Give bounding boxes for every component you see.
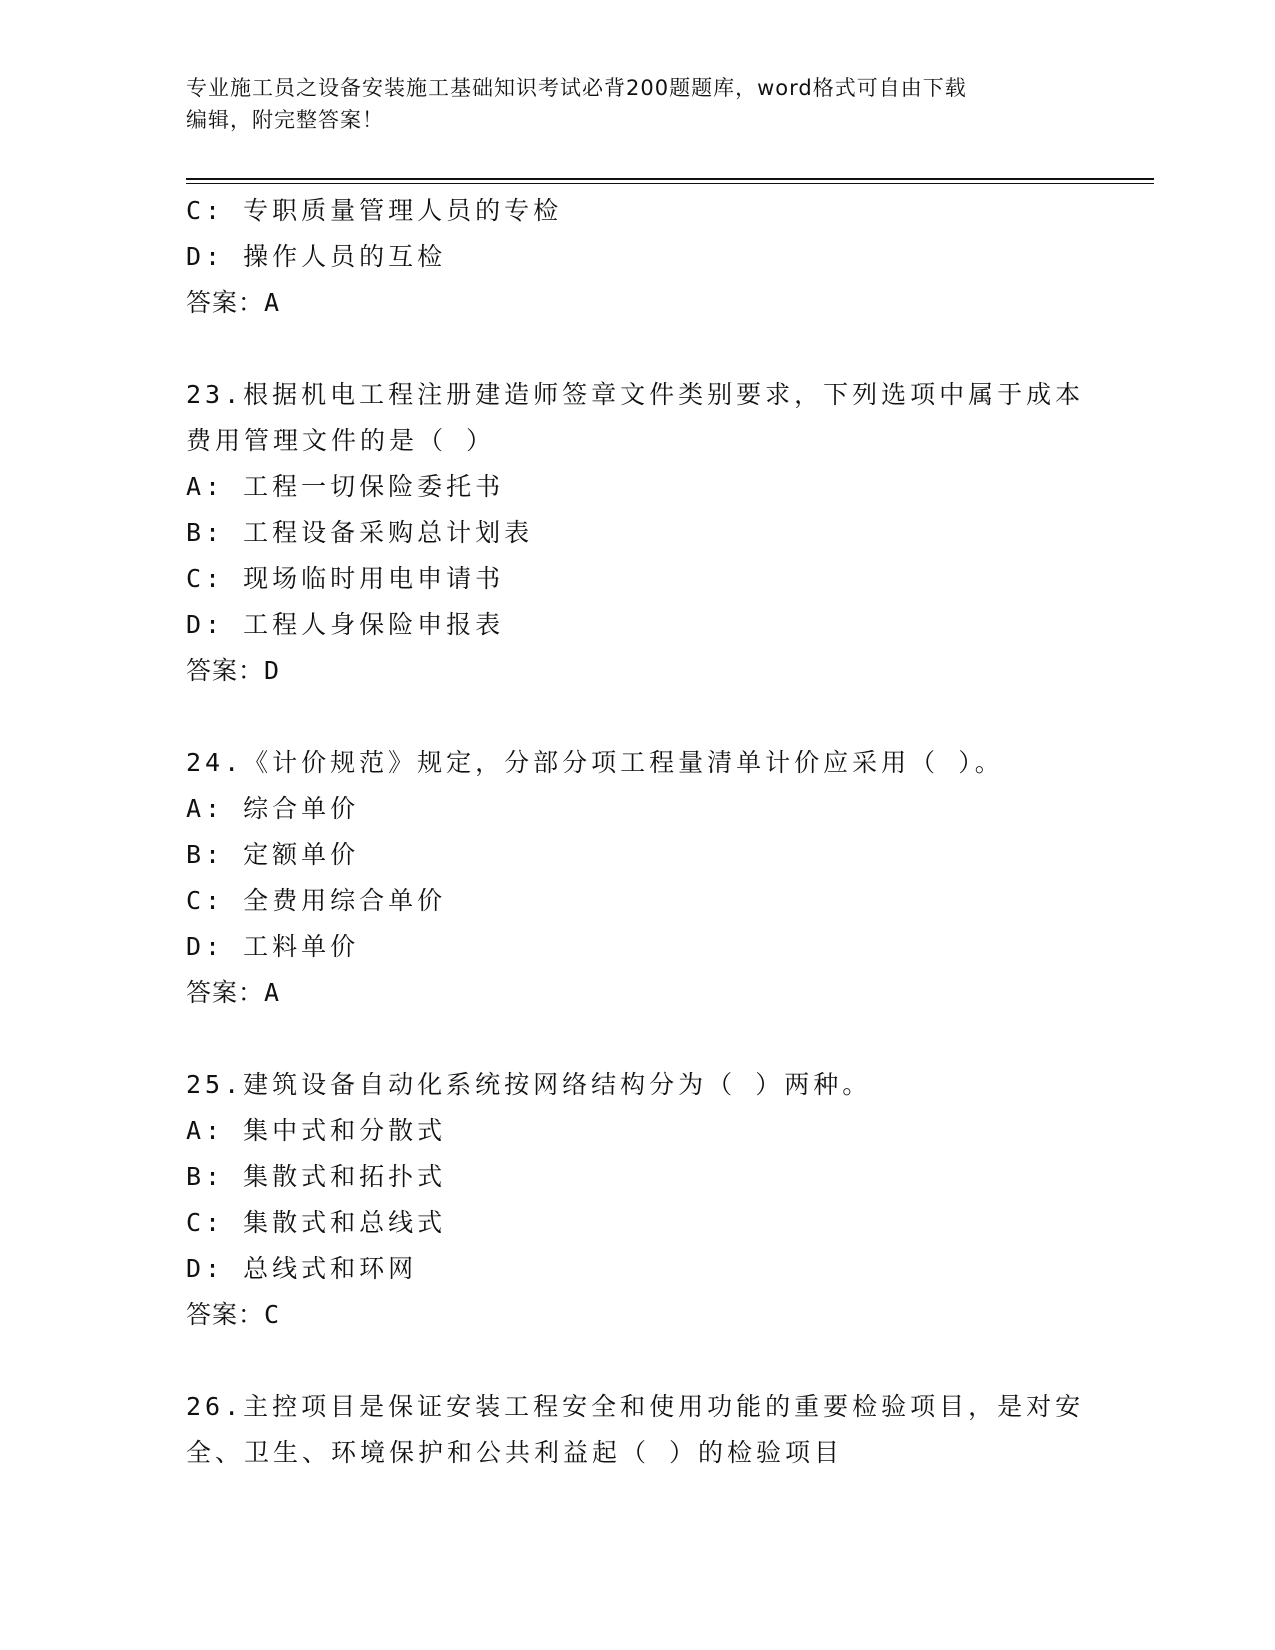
question-stem-line-1: 25.建筑设备自动化系统按网络结构分为（ ）两种。 xyxy=(186,1070,872,1099)
answer-label: 答案： xyxy=(186,978,265,1007)
header-divider-thick xyxy=(186,178,1154,180)
answer-line xyxy=(186,280,1086,326)
option-b: B: 集散式和拓扑式 xyxy=(186,1162,447,1191)
option-c: C: 集散式和总线式 xyxy=(186,1208,447,1237)
question-24 xyxy=(186,740,1086,1016)
question-stem-line-1: 24.《计价规范》规定，分部分项工程量清单计价应采用（ ）。 xyxy=(186,748,1004,777)
question-23 xyxy=(186,372,1086,694)
question-22-continuation xyxy=(186,188,1086,326)
question-stem-line-1: 23.根据机电工程注册建造师签章文件类别要求，下列选项中属于成本 xyxy=(186,380,1085,409)
option-c: C: 现场临时用电申请书 xyxy=(186,564,505,593)
header-title-line-2: 编辑，附完整答案！ xyxy=(186,108,384,132)
answer-line xyxy=(186,970,1086,1016)
question-stem-line-2: 费用管理文件的是（ ） xyxy=(186,426,496,455)
question-list xyxy=(186,188,1086,1476)
question-stem-line-1: 26.主控项目是保证安装工程安全和使用功能的重要检验项目，是对安 xyxy=(186,1392,1085,1421)
question-spacer xyxy=(186,694,1086,740)
option-b: B: 工程设备采购总计划表 xyxy=(186,518,534,547)
option-a: A: 集中式和分散式 xyxy=(186,1116,447,1145)
answer-line xyxy=(186,648,1086,694)
option-d: D: 操作人员的互检 xyxy=(186,242,447,271)
header-divider-thin xyxy=(186,183,1154,184)
question-stem-line-2: 全、卫生、环境保护和公共利益起（ ）的检验项目 xyxy=(186,1438,844,1467)
answer-value: A xyxy=(264,288,281,317)
answer-label: 答案： xyxy=(186,1300,265,1329)
option-a: A: 综合单价 xyxy=(186,794,360,823)
question-spacer xyxy=(186,1016,1086,1062)
document-header xyxy=(186,72,1086,136)
question-25 xyxy=(186,1062,1086,1338)
option-c: C: 专职质量管理人员的专检 xyxy=(186,196,563,225)
option-c: C: 全费用综合单价 xyxy=(186,886,447,915)
answer-value: A xyxy=(264,978,281,1007)
question-26 xyxy=(186,1384,1086,1476)
answer-line xyxy=(186,1292,1086,1338)
answer-value: D xyxy=(264,656,281,685)
question-spacer xyxy=(186,1338,1086,1384)
option-d: D: 工程人身保险申报表 xyxy=(186,610,505,639)
option-b: B: 定额单价 xyxy=(186,840,360,869)
option-d: D: 总线式和环网 xyxy=(186,1254,418,1283)
question-spacer xyxy=(186,326,1086,372)
answer-label: 答案： xyxy=(186,656,265,685)
option-d: D: 工料单价 xyxy=(186,932,360,961)
option-a: A: 工程一切保险委托书 xyxy=(186,472,505,501)
header-title-line-1: 专业施工员之设备安装施工基础知识考试必背200题题库，word格式可自由下载 xyxy=(186,76,967,100)
answer-label: 答案： xyxy=(186,288,265,317)
answer-value: C xyxy=(264,1300,281,1329)
